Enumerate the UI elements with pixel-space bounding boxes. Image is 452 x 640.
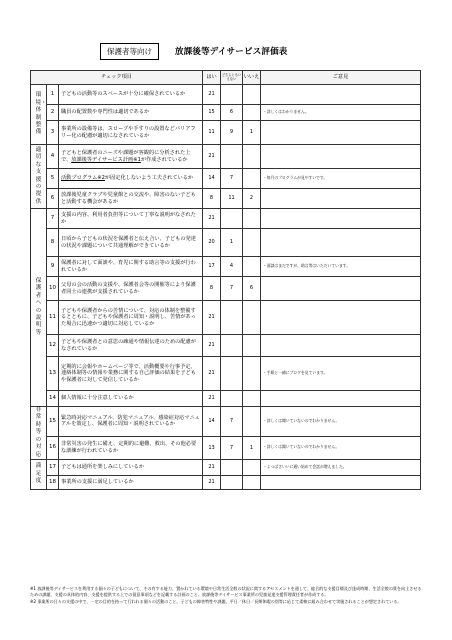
item-number: 15 [47,407,59,437]
no-count [243,475,261,489]
unknown-count: 11 [221,189,243,209]
opinion-text [261,121,421,145]
no-count [243,335,261,357]
opinion-text [261,335,421,357]
item-number: 2 [47,105,59,121]
yes-count: 15 [203,105,221,121]
question-text [59,436,203,459]
opinion-text: ・面談はまだですが、助言等はいただいています。 [261,257,421,277]
unknown-count: 7 [221,436,243,459]
question-main: 子どもと保護者のニーズや課題が客観的に分析された上で、 [61,150,191,163]
item-number: 3 [47,121,59,145]
opinion-text [261,301,421,335]
question-main: 子どもの活動等のスペースが十分に確保されているか [61,91,186,98]
opinion-text: ・よつばさいいに通い始めて会話が増えました。 [261,459,421,475]
category-label: 満足度 [35,463,42,485]
footnotes [30,586,422,607]
page-title: 放課後等デイサービス評価表 [175,47,288,57]
category-label: 適切な支援の提供 [35,146,42,205]
no-count [243,459,261,475]
unknown-count [221,357,243,391]
no-count: 1 [243,121,261,145]
item-number: 6 [47,189,59,209]
page-header [100,42,288,60]
unknown-count: 7 [221,169,243,189]
table-row [31,391,421,407]
category-label: 環境・体制整備 [35,92,47,136]
question-main: 事業所の設備等は、スロープや手すりの設置などバリアフリー化の配慮が適切になされているか [61,126,196,139]
footnote-1: ※1 放課後等デイサービスを利用する個々の子どもについて、その有する能力、置かれている環境や日常生活全般の状況に関するアセスメントを通して、総合的な支援目標及び達成時期、生活全般の質を向上させるための課題、支援の具体的内容、支援を提供する上での留意事項などを記載する計画のこと。放課後等デイサービス事業所の児童発達支援管理責任者が作成する。 [30,586,422,597]
question-text [59,459,203,475]
yes-count: 8 [203,189,221,209]
yes-count: 17 [203,257,221,277]
category-cell [31,407,47,460]
item-number: 13 [47,357,59,391]
question-text [59,475,203,489]
no-count: 1 [243,436,261,459]
no-count [243,391,261,407]
question-main: 父母の会の活動の支援や、保護者会等の開催等により保護者同士の連携が支援されているか [61,282,196,295]
opinion-text [261,145,421,169]
yes-count: 21 [203,475,221,489]
question-main: 事業所の支援に満足しているか [61,479,134,486]
no-count [243,85,261,105]
question-term: 活動プログラム※2 [61,175,105,182]
item-number: 18 [47,475,59,489]
opinion-header: ご意見 [261,71,421,85]
yes-count: 14 [203,407,221,437]
table-row [31,257,421,277]
table-row [31,121,421,145]
opinion-text: ・毎月のプログラムが見やすいです。 [261,169,421,189]
unknown-header: どちらともいえない [221,71,243,85]
unknown-count [221,85,243,105]
item-number: 12 [47,335,59,357]
question-text [59,105,203,121]
question-text [59,357,203,391]
yes-count: 8 [203,277,221,301]
unknown-count: 7 [221,277,243,301]
yes-count: 14 [203,169,221,189]
table-row [31,209,421,229]
unknown-count [221,391,243,407]
evaluation-table [30,70,421,490]
table-row [31,229,421,257]
table-row [31,189,421,209]
audience-badge: 保護者等向け [100,43,159,60]
question-text [59,169,203,189]
opinion-text: ・詳しくは聞いていないのでわかりません。 [261,407,421,437]
item-number: 4 [47,145,59,169]
question-main: 子どもや保護者との意思の疎通や情報伝達のための配慮がなされているか [61,339,196,352]
category-cell [31,145,47,209]
table-row [31,436,421,459]
item-number: 14 [47,391,59,407]
opinion-text [261,475,421,489]
yes-count: 21 [203,391,221,407]
question-main: 定期的に会報やホームページ等で、活動概要や行事予定、連絡体制等の情報や業務に関する自己評価の結果を子どもや保護者に対して発信しているか [61,363,196,383]
question-text [59,189,203,209]
question-main: 放課後児童クラブや児童館との交流や、障害のない子どもと活動する機会があるか [61,192,196,205]
table-row [31,357,421,391]
no-count [243,209,261,229]
yes-count: 20 [203,229,221,257]
question-text [59,85,203,105]
yes-count: 21 [203,459,221,475]
unknown-count: 9 [221,121,243,145]
footnote-2: ※2 事業所の日々の支援の中で、一定の目的を持って行われる個々の活動のこと。子どもの障害特性や課題、平日／休日／長期休暇の別等に応じて柔軟に組み合わせて実施されることが想定されている。 [30,599,402,605]
no-count: 2 [243,189,261,209]
question-text [59,277,203,301]
item-number: 11 [47,301,59,335]
question-text [59,145,203,169]
unknown-count [221,335,243,357]
unknown-count [221,209,243,229]
unknown-count: 4 [221,257,243,277]
yes-header: はい [203,71,221,85]
question-text [59,229,203,257]
question-text [59,301,203,335]
question-main: 職員の配置数や専門性は適切であるか [61,109,150,116]
table-row [31,407,421,437]
unknown-count: 7 [221,407,243,437]
table-row [31,145,421,169]
table-row [31,277,421,301]
question-term: 放課後等デイサービス計画※1 [71,156,141,163]
table-row [31,335,421,357]
yes-count: 21 [203,85,221,105]
yes-count: 21 [203,209,221,229]
yes-count: 21 [203,335,221,357]
yes-count: 11 [203,121,221,145]
question-main: 非常災害の発生に備え、定期的に避難、救出、その他必要な訓練が行われているか [61,441,197,454]
unknown-count [221,459,243,475]
opinion-text: ・手紙と一緒にブログを見ています。 [261,357,421,391]
question-main: 緊急時対応マニュアル、防犯マニュアル、感染症対応マニュアルを策定し、保護者に周知・説明されているか [61,414,200,428]
question-text [59,121,203,145]
question-main: 支援の内容、利用者負担等について丁寧な説明がなされたか [61,212,196,225]
unknown-count [221,301,243,335]
table-row [31,475,421,489]
question-text [59,257,203,277]
item-number: 10 [47,277,59,301]
opinion-text [261,391,421,407]
item-number: 7 [47,209,59,229]
question-text [59,391,203,407]
yes-count: 13 [203,436,221,459]
table-row [31,85,421,105]
question-text [59,407,203,437]
opinion-text [261,209,421,229]
table-row [31,301,421,335]
question-main: 子どもや保護者からの苦情について、対応の体制を整備するとともに、子どもや保護者に周知・説明し、苦情があった場合に迅速かつ適切に対応しているか [61,307,196,327]
table-row [31,169,421,189]
question-text [59,335,203,357]
opinion-text: ・詳しくはわかりません。 [261,105,421,121]
question-main: 日頃から子どもの状況を保護者と伝え合い、子どもの発達の状況や課題について共通理解ができているか [61,236,196,249]
unknown-count [221,145,243,169]
category-label: 非常時等の対応 [35,407,42,458]
item-number: 8 [47,229,59,257]
table-header-row [31,71,421,85]
question-tail: が固定化しないよう工夫されているか [104,175,194,182]
table-body [31,85,421,490]
no-count [243,105,261,121]
opinion-text [261,229,421,257]
yes-count: 21 [203,145,221,169]
table-row [31,459,421,475]
no-count: 6 [243,277,261,301]
unknown-count: 6 [221,105,243,121]
yes-count: 21 [203,301,221,335]
opinion-text: ・詳しくは聞いていないのでわかりません。 [261,436,421,459]
question-main: 保護者に対して面談や、育児に関する助言等の支援が行われているか [61,260,196,273]
no-count [243,301,261,335]
item-number: 16 [47,436,59,459]
no-count [243,229,261,257]
opinion-text [261,189,421,209]
no-count [243,169,261,189]
no-count [243,145,261,169]
question-text [59,209,203,229]
item-number: 17 [47,459,59,475]
category-cell [31,85,47,145]
category-cell [31,209,47,407]
no-count [243,407,261,437]
question-main: 個人情報に十分注意しているか [61,395,134,402]
question-main: 子どもは通所を楽しみにしているか [61,464,145,471]
category-cell [31,459,47,489]
opinion-text [261,277,421,301]
no-header: いいえ [243,71,261,85]
no-count [243,357,261,391]
opinion-text [261,85,421,105]
no-count [243,257,261,277]
yes-count: 21 [203,357,221,391]
item-number: 5 [47,169,59,189]
question-tail: が作成されているか [140,156,188,163]
unknown-count [221,475,243,489]
category-label: 保護者への説明等 [35,277,42,336]
table-row [31,105,421,121]
check-item-header: チェック項目 [31,71,203,85]
item-number: 1 [47,85,59,105]
unknown-count: 1 [221,229,243,257]
item-number: 9 [47,257,59,277]
